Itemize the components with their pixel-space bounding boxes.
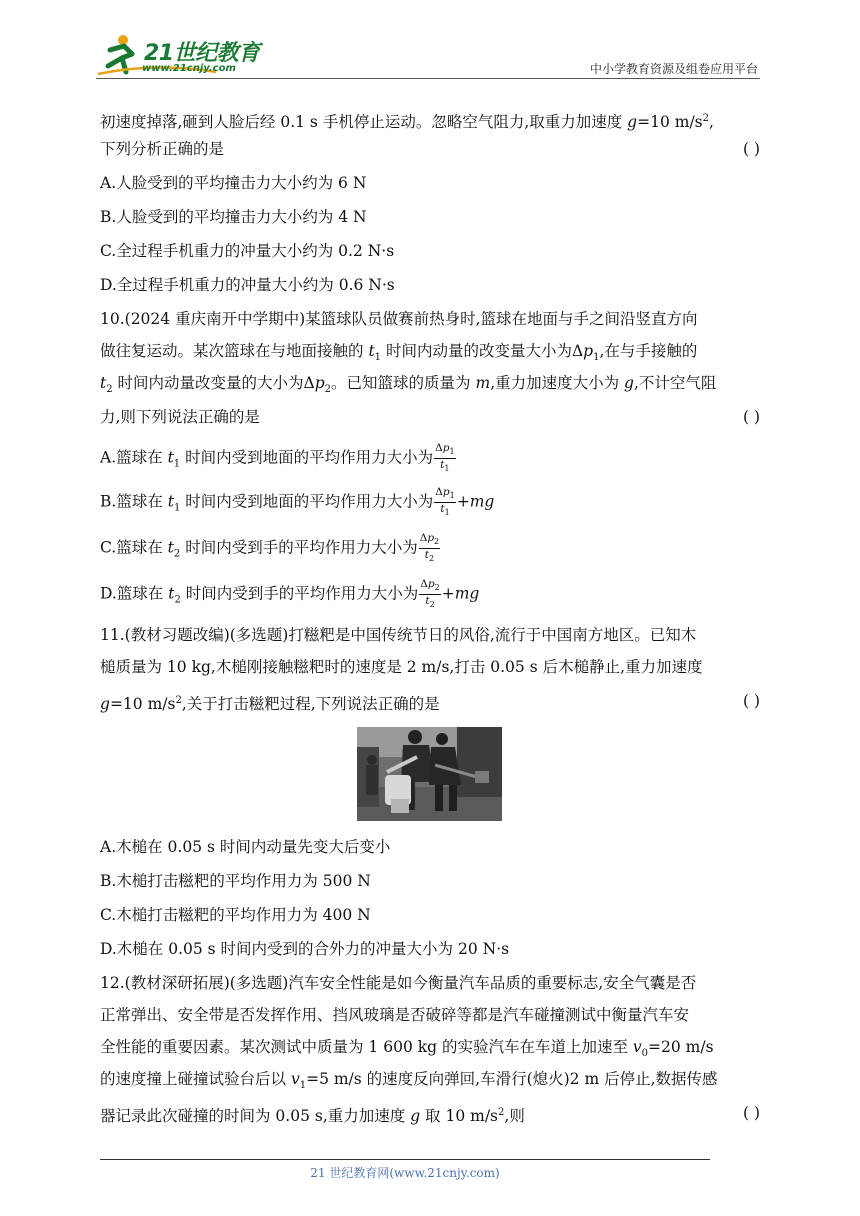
q12-stem-line2: 正常弹出、安全带是否发挥作用、挡风玻璃是否破碎等都是汽车碰撞测试中衡量汽车安 <box>100 1006 690 1024</box>
fraction: $\frac{\Delta p_2}{t_2}$ <box>420 578 440 610</box>
answer-bracket: ( ) <box>742 1104 760 1122</box>
q10-stem-line1: 10.(2024 重庆南开中学期中)某篮球队员做赛前热身时,篮球在地面与手之间沿竖直方向 <box>100 310 698 328</box>
q10-stem-line3: $t_2$ 时间内动量改变量的大小为$\Delta p_2$。已知篮球的质量为 m,重力加速度大小为 g,不计空气阻 <box>100 374 717 396</box>
q10-option-b: B.篮球在 $t_1$ 时间内受到地面的平均作用力大小为 $\frac{\Delta p_1}{t_1}$ +mg <box>100 486 495 518</box>
q11-stem-line2: 槌质量为 10 kg,木槌刚接触糍粑时的速度是 2 m/s,打击 0.05 s 后木槌静止,重力加速度 <box>100 658 703 676</box>
page-header <box>96 32 760 82</box>
q10-stem-line4: 力,则下列说法正确的是 ( ) <box>100 402 760 432</box>
answer-bracket: ( ) <box>742 408 760 426</box>
q11-option-c: C.木槌打击糍粑的平均作用力为 400 N <box>100 906 371 924</box>
q11-option-a: A.木槌在 0.05 s 时间内动量先变大后变小 <box>100 838 391 856</box>
answer-bracket: ( ) <box>742 692 760 710</box>
footer-divider <box>100 1159 710 1160</box>
fraction: $\frac{\Delta p_1}{t_1}$ <box>435 442 455 474</box>
q9-option-c: C.全过程手机重力的冲量大小约为 0.2 N·s <box>100 242 395 260</box>
fraction: $\frac{\Delta p_1}{t_1}$ <box>435 486 455 518</box>
header-divider <box>96 78 760 79</box>
q10-option-d: D.篮球在 $t_2$ 时间内受到手的平均作用力大小为 $\frac{\Delta p_2}{t_2}$ +mg <box>100 578 480 610</box>
q12-stem-line4: 的速度撞上碰撞试验台后以 $v_1=5$ m/s 的速度反向弹回,车滑行(熄火)2 m 后停止,数据传感 <box>100 1070 718 1092</box>
logo-text: 21世纪教育 <box>144 41 260 66</box>
q12-stem-line5: 器记录此次碰撞的时间为 0.05 s,重力加速度 g 取 10 $m/s^2$,则 ( ) <box>100 1098 760 1128</box>
q10-option-a: A.篮球在 $t_1$ 时间内受到地面的平均作用力大小为 $\frac{\Delta p_1}{t_1}$ <box>100 442 455 474</box>
q11-option-d: D.木槌在 0.05 s 时间内受到的合外力的冲量大小为 20 N·s <box>100 940 510 958</box>
q10-stem-line2: 做往复运动。某次篮球在与地面接触的 $t_1$ 时间内动量的改变量大小为$\Delta p_1$,在与手接触的 <box>100 342 698 364</box>
q11-option-b: B.木槌打击糍粑的平均作用力为 500 N <box>100 872 371 890</box>
answer-bracket: ( ) <box>742 140 760 158</box>
q9-stem-line1: 初速度掉落,砸到人脸后经 0.1 s 手机停止运动。忽略空气阻力,取重力加速度 g=10 $m/s^2$, <box>100 113 714 132</box>
fraction: $\frac{\Delta p_2}{t_2}$ <box>419 532 440 564</box>
q9-option-b: B.人脸受到的平均撞击力大小约为 4 N <box>100 208 367 226</box>
platform-name: 中小学教育资源及组卷应用平台 <box>589 62 758 76</box>
q10-option-c: C.篮球在 $t_2$ 时间内受到手的平均作用力大小为 $\frac{\Delta p_2}{t_2}$ <box>100 532 440 564</box>
footer-source-link[interactable]: 21 世纪教育网(www.21cnjy.com) <box>310 1166 500 1180</box>
q12-stem-line3: 全性能的重要因素。某次测试中质量为 1 600 kg 的实验汽车在车道上加速至 $v_0=20$ m/s <box>100 1038 714 1060</box>
q11-stem-line1: 11.(教材习题改编)(多选题)打糍粑是中国传统节日的风俗,流行于中国南方地区。已知木 <box>100 626 697 644</box>
rice-cake-pounding-photo <box>357 727 502 821</box>
q9-option-a: A.人脸受到的平均撞击力大小约为 6 N <box>100 174 367 192</box>
q9-option-d: D.全过程手机重力的冲量大小约为 0.6 N·s <box>100 276 395 294</box>
logo-url: www.21cnjy.com <box>142 63 236 74</box>
q11-stem-line3: g=10 $m/s^2$,关于打击糍粑过程,下列说法正确的是 ( ) <box>100 686 760 716</box>
q12-stem-line1: 12.(教材深研拓展)(多选题)汽车安全性能是如今衡量汽车品质的重要标志,安全气囊是否 <box>100 974 697 992</box>
q9-stem-line2: 下列分析正确的是 ( ) <box>100 134 760 164</box>
